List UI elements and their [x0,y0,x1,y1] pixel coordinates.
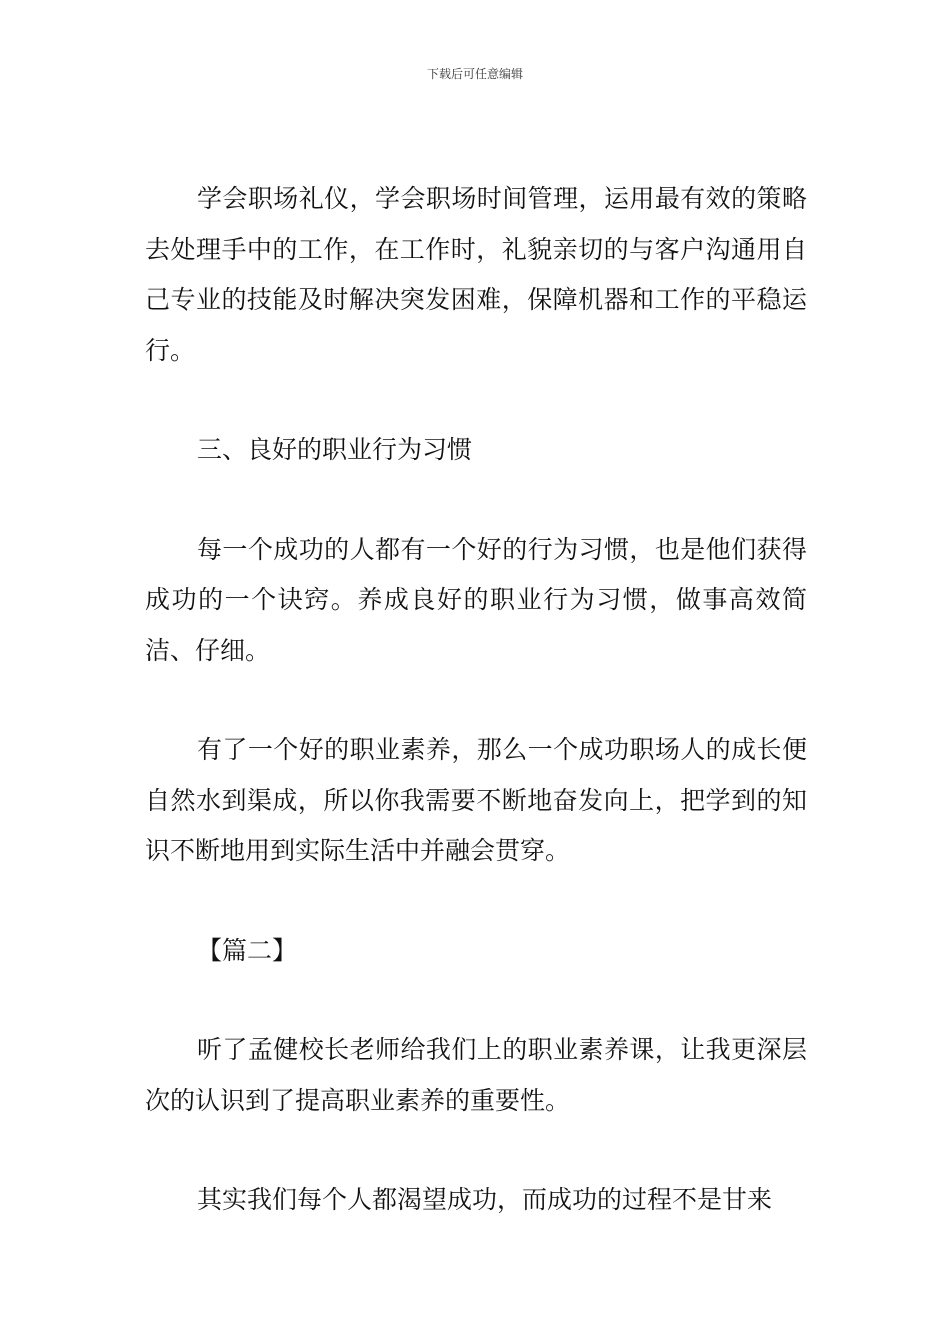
section-heading-part-two: 【篇二】 [197,935,298,965]
paragraph-success-desire: 其实我们每个人都渴望成功，而成功的过程不是甘来 [197,1185,773,1214]
paragraph-lecture-reflection: 听了孟健校长老师给我们上的职业素养课，让我更深层次的认识到了提高职业素养的重要性。 [145,1035,807,1115]
document-body [145,174,807,1226]
section-heading-behavior-habits: 三、良好的职业行为习惯 [197,435,473,464]
page-header: 下载后可任意编辑 [426,67,523,81]
paragraph-behavior-habits: 每一个成功的人都有一个好的行为习惯，也是他们获得成功的一个诀窍。养成良好的职业行为习惯，做事高效简洁、仔细。 [145,534,807,665]
paragraph-workplace-etiquette: 学会职场礼仪，学会职场时间管理，运用最有效的策略去处理手中的工作，在工作时，礼貌亲切的与客户沟通用自己专业的技能及时解决突发困难，保障机器和工作的平稳运行。 [145,184,807,365]
paragraph-professional-growth: 有了一个好的职业素养，那么一个成功职场人的成长便自然水到渠成，所以你我需要不断地奋发向上，把学到的知识不断地用到实际生活中并融会贯穿。 [145,735,807,865]
